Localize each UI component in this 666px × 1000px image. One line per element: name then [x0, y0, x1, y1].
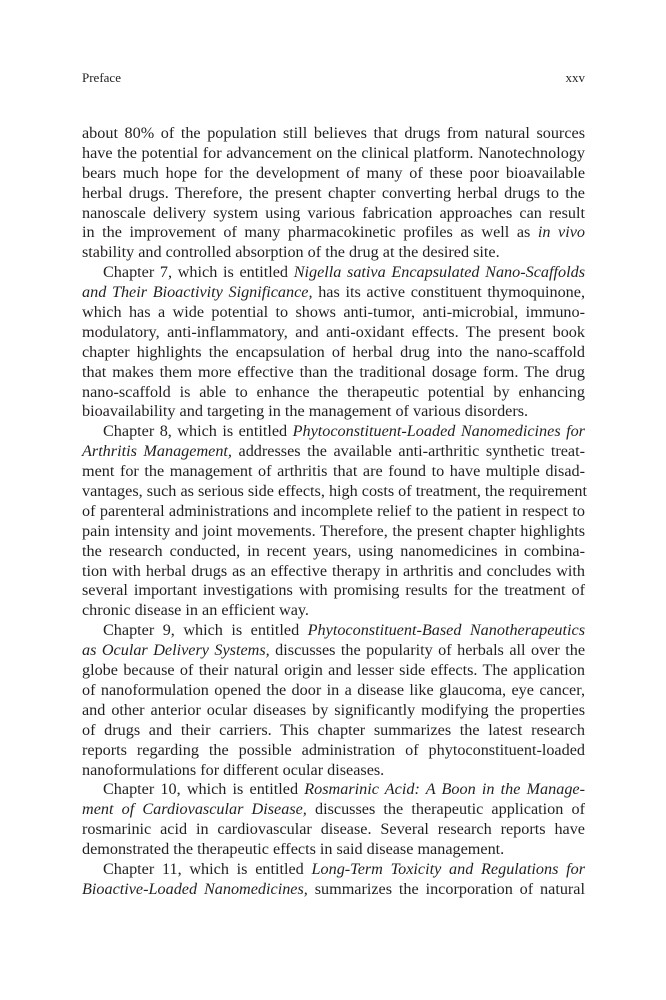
text-line: [82, 761, 585, 781]
text-line: [82, 681, 585, 701]
text-line: [82, 780, 585, 800]
text-line: [82, 184, 585, 204]
italic-title: in vivo: [537, 223, 586, 242]
text-segment: bioavailability and targeting in the management of various disorders.: [82, 402, 529, 421]
text-segment: Chapter 11, which is entitled: [103, 859, 312, 878]
text-line: [82, 581, 585, 601]
italic-title: and Their Bioactivity Significance,: [82, 283, 313, 302]
text-line: [82, 323, 585, 343]
text-line: [82, 223, 585, 243]
italic-title: Phytoconstituent-Loaded Nanomedicines for: [292, 422, 585, 441]
italic-title: as Ocular Delivery Systems,: [82, 641, 270, 660]
text-segment: in the improvement of many pharmacokinetic profiles as well as: [82, 223, 538, 242]
text-line: [82, 204, 585, 224]
text-segment: which has a wide potential to shows anti-tumor, anti-microbial, immuno-: [82, 303, 585, 322]
text-segment: demonstrated the therapeutic effects in said disease management.: [82, 840, 505, 859]
text-line: [82, 701, 585, 721]
text-line: [82, 422, 585, 442]
text-line: [82, 522, 585, 542]
text-line: [82, 820, 585, 840]
text-segment: nano-scaffold is able to enhance the therapeutic potential by enhancing: [82, 382, 585, 401]
text-segment: nanoformulations for different ocular diseases.: [82, 760, 385, 779]
italic-title: ment of Cardiovascular Disease,: [82, 800, 307, 819]
text-segment: has its active constituent thymoquinone,: [312, 283, 585, 302]
text-line: [82, 363, 585, 383]
text-line: [82, 661, 585, 681]
text-line: [82, 442, 585, 462]
text-segment: of drugs and their carriers. This chapter summarizes the latest research: [82, 720, 585, 739]
text-segment: nanoscale delivery system using various fabrication approaches can result: [82, 203, 585, 222]
italic-title: Phytoconstituent-Based Nanotherapeutics: [307, 621, 585, 640]
text-line: [82, 164, 585, 184]
text-segment: addresses the available anti-arthritic synthetic treat-: [231, 442, 585, 461]
text-line: [82, 283, 585, 303]
text-segment: several important investigations with promising results for the treatment of: [82, 581, 585, 600]
text-line: [82, 880, 585, 900]
text-line: [82, 383, 585, 403]
text-line: [82, 462, 585, 482]
text-segment: rosmarinic acid in cardiovascular disease. Several research reports have: [82, 820, 585, 839]
text-line: [82, 800, 585, 820]
text-segment: pain intensity and joint movements. Therefore, the present chapter highlights: [82, 521, 585, 540]
text-segment: Chapter 9, which is entitled: [103, 621, 308, 640]
italic-title: Rosmarinic Acid: A Boon in the Manage-: [304, 780, 585, 799]
text-line: [82, 542, 585, 562]
text-line: [82, 860, 585, 880]
text-line: [82, 402, 585, 422]
text-segment: the research conducted, in recent years, using nanomedicines in combina-: [82, 541, 585, 560]
text-segment: bears much hope for the development of many of these poor bioavailable: [82, 163, 585, 182]
text-line: [82, 621, 585, 641]
italic-title: Nigella sativa Encapsulated Nano-Scaffolds: [293, 263, 585, 282]
text-segment: of nanoformulation opened the door in a disease like glaucoma, eye cancer,: [82, 680, 585, 699]
text-line: [82, 601, 585, 621]
text-line: [82, 303, 585, 323]
text-segment: reports regarding the possible administration of phytoconstituent-loaded: [82, 740, 585, 759]
text-segment: modulatory, anti-inflammatory, and anti-oxidant effects. The present book: [82, 322, 585, 341]
text-segment: Chapter 8, which is entitled: [103, 422, 293, 441]
text-segment: discusses the popularity of herbals all over the: [269, 641, 585, 660]
text-segment: of parenteral administrations and incomplete relief to the patient in respect to: [82, 501, 585, 520]
text-segment: chapter highlights the encapsulation of herbal drug into the nano-scaffold: [82, 342, 585, 361]
text-segment: and other anterior ocular diseases by significantly modifying the properties: [82, 700, 585, 719]
text-line: [82, 641, 585, 661]
running-head-section-title: Preface: [82, 70, 121, 85]
text-segment: chronic disease in an efficient way.: [82, 601, 309, 620]
text-segment: Chapter 10, which is entitled: [103, 780, 305, 799]
text-segment: summarizes the incorporation of natural: [307, 879, 585, 898]
text-line: [82, 243, 585, 263]
text-line: [82, 562, 585, 582]
body-text: [82, 124, 585, 900]
italic-title: Bioactive-Loaded Nanomedicines,: [82, 879, 308, 898]
text-segment: discusses the therapeutic application of: [306, 800, 585, 819]
text-segment: stability and controlled absorption of the drug at the desired site.: [82, 243, 500, 262]
text-line: [82, 502, 585, 522]
text-line: [82, 741, 585, 761]
text-line: [82, 124, 585, 144]
text-segment: have the potential for advancement on the clinical platform. Nanotechnology: [82, 143, 585, 162]
text-line: [82, 482, 585, 502]
text-segment: ment for the management of arthritis that are found to have multiple disad-: [82, 462, 585, 481]
text-segment: vantages, such as serious side effects, high costs of treatment, the requirement: [82, 482, 587, 501]
text-line: [82, 840, 585, 860]
text-segment: Chapter 7, which is entitled: [103, 263, 294, 282]
text-line: [82, 343, 585, 363]
text-segment: herbal drugs. Therefore, the present chapter converting herbal drugs to the: [82, 183, 585, 202]
text-line: [82, 144, 585, 164]
text-line: [82, 721, 585, 741]
text-segment: tion with herbal drugs as an effective therapy in arthritis and concludes with: [82, 561, 585, 580]
text-segment: about 80% of the population still believes that drugs from natural sources: [82, 124, 585, 142]
text-segment: globe because of their natural origin and lesser side effects. The application: [82, 661, 585, 680]
italic-title: Long-Term Toxicity and Regulations for: [311, 859, 585, 878]
text-line: [82, 263, 585, 283]
page-number: xxv: [565, 70, 585, 85]
italic-title: Arthritis Management,: [82, 442, 232, 461]
text-segment: that makes them more effective than the traditional dosage form. The drug: [82, 362, 585, 381]
